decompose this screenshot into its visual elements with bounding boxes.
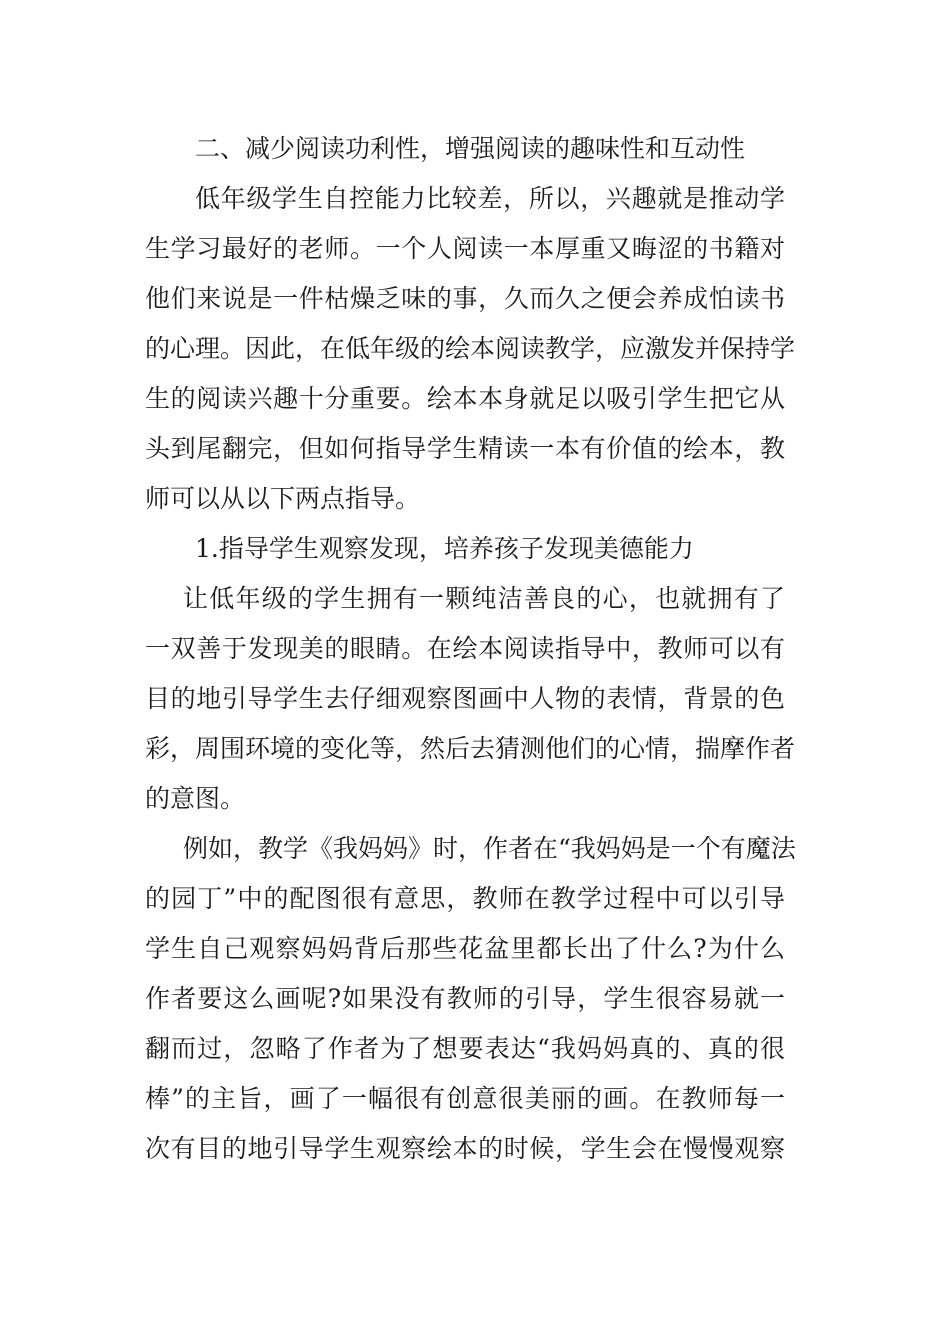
paragraph-3-line-1: 例如，教学《我妈妈》时，作者在“我妈妈是一个有魔法 (183, 834, 796, 863)
paragraph-3-line-3: 学生自己观察妈妈背后那些花盆里都长出了什么?为什么 (145, 934, 785, 963)
paragraph-1-line-5: 生的阅读兴趣十分重要。绘本本身就足以吸引学生把它从 (145, 384, 785, 413)
paragraph-3-line-2: 的园丁”中的配图很有意思，教师在教学过程中可以引导 (145, 884, 785, 913)
paragraph-2-line-1: 让低年级的学生拥有一颗纯洁善良的心，也就拥有了 (183, 584, 785, 613)
paragraph-1-line-4: 的心理。因此，在低年级的绘本阅读教学，应激发并保持学 (145, 334, 796, 363)
paragraph-3-line-4: 作者要这么画呢?如果没有教师的引导，学生很容易就一 (145, 984, 785, 1013)
paragraph-2-line-3: 目的地引导学生去仔细观察图画中人物的表情，背景的色 (145, 684, 785, 713)
paragraph-2-line-5: 的意图。 (145, 784, 246, 813)
paragraph-1-line-2: 生学习最好的老师。一个人阅读一本厚重又晦涩的书籍对 (145, 234, 785, 263)
paragraph-3-line-7: 次有目的地引导学生观察绘本的时候，学生会在慢慢观察 (145, 1134, 785, 1163)
paragraph-1-line-6: 头到尾翻完，但如何指导学生精读一本有价值的绘本，教 (145, 434, 785, 463)
paragraph-1-line-7: 师可以从以下两点指导。 (145, 484, 421, 513)
subheading-1: 1.指导学生观察发现，培养孩子发现美德能力 (195, 534, 694, 563)
section-heading: 二、减少阅读功利性，增强阅读的趣味性和互动性 (195, 134, 746, 163)
paragraph-2-line-2: 一双善于发现美的眼睛。在绘本阅读指导中，教师可以有 (145, 634, 785, 663)
paragraph-2-line-4: 彩，周围环境的变化等，然后去猜测他们的心情，揣摩作者 (145, 734, 796, 763)
paragraph-3-line-6: 棒”的主旨，画了一幅很有创意很美丽的画。在教师每一 (145, 1084, 785, 1113)
paragraph-1-line-3: 他们来说是一件枯燥乏味的事，久而久之便会养成怕读书 (145, 284, 785, 313)
paragraph-3-line-5: 翻而过，忽略了作者为了想要表达“我妈妈真的、真的很 (145, 1034, 785, 1063)
paragraph-1-line-1: 低年级学生自控能力比较差，所以，兴趣就是推动学 (195, 184, 785, 213)
